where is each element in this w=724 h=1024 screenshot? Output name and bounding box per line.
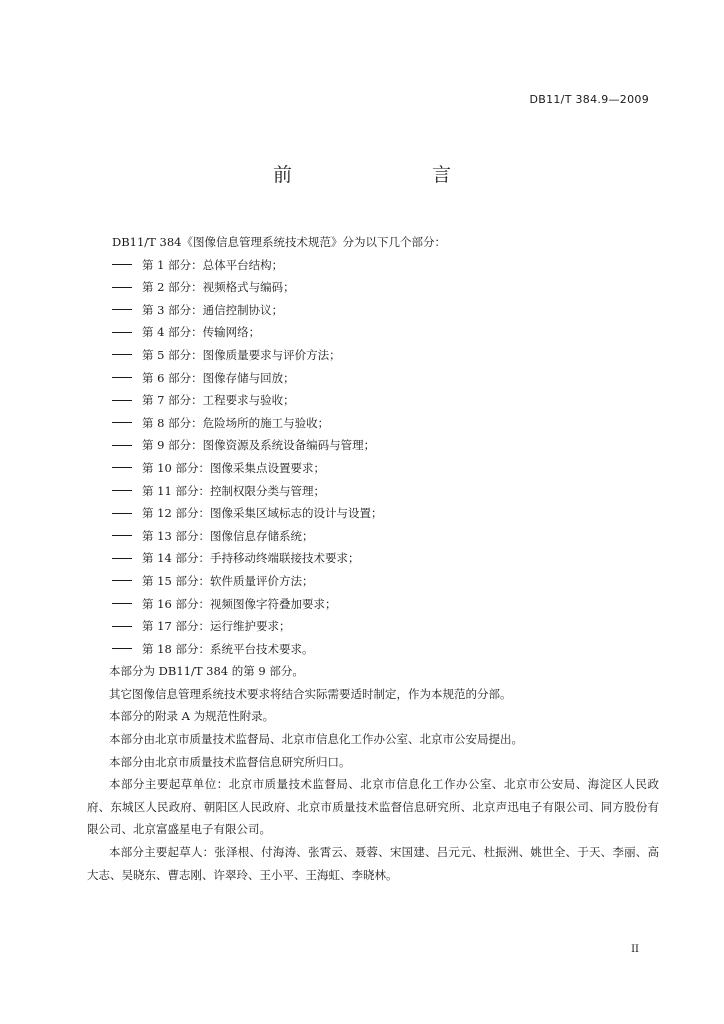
dash-marker bbox=[112, 287, 132, 288]
list-item bbox=[87, 502, 659, 525]
list-item bbox=[87, 570, 659, 593]
dash-marker bbox=[112, 467, 132, 468]
list-item bbox=[87, 367, 659, 390]
intro-line: DB11/T 384《图像信息管理系统技术规范》分为以下几个部分： bbox=[112, 235, 446, 249]
part-label: 第 7 部分：工程要求与验收； bbox=[142, 393, 295, 408]
part-label: 第 18 部分：系统平台技术要求。 bbox=[142, 641, 314, 656]
list-item bbox=[87, 480, 659, 503]
dash-marker bbox=[112, 626, 132, 627]
part-label: 第 15 部分：软件质量评价方法； bbox=[142, 573, 314, 588]
part-label: 第 9 部分：图像资源及系统设备编码与管理； bbox=[142, 438, 376, 453]
dash-marker bbox=[112, 400, 132, 401]
part-label: 第 4 部分：传输网络； bbox=[142, 325, 261, 340]
list-item bbox=[87, 638, 659, 661]
part-label: 第 3 部分：通信控制协议； bbox=[142, 302, 284, 317]
list-item bbox=[87, 457, 659, 480]
part-label: 第 8 部分：危险场所的施工与验收； bbox=[142, 415, 330, 430]
page-title: 前 言 bbox=[272, 164, 485, 186]
dash-marker bbox=[112, 535, 132, 536]
paragraph: 本部分由北京市质量技术监督局、北京市信息化工作办公室、北京市公安局提出。 bbox=[109, 732, 523, 747]
part-label: 第 2 部分：视频格式与编码； bbox=[142, 280, 295, 295]
part-label: 第 12 部分：图像采集区域标志的设计与设置； bbox=[142, 506, 383, 521]
paragraph: 本部分主要起草单位：北京市质量技术监督局、北京市信息化工作办公室、北京市公安局、海淀区人民政府、东城区人民政府、朝阳区人民政府、北京市质量技术监督信息研究所、北京声迅电子有限公司、同方股份有限公司、北京富盛星电子有限公司。 bbox=[87, 777, 659, 837]
list-item bbox=[87, 593, 659, 616]
part-label: 第 13 部分：图像信息存储系统； bbox=[142, 528, 314, 543]
list-item bbox=[87, 547, 659, 570]
dash-marker bbox=[112, 513, 132, 514]
dash-marker bbox=[112, 490, 132, 491]
dash-marker bbox=[112, 377, 132, 378]
dash-marker bbox=[112, 648, 132, 649]
list-item bbox=[87, 389, 659, 412]
paragraph: 本部分主要起草人：张泽根、付海涛、张霄云、聂蓉、宋国建、吕元元、杜振洲、姚世全、于天、李丽、高大志、吴晓东、曹志刚、许翠玲、王小平、王海虹、李晓林。 bbox=[87, 845, 659, 882]
paragraphs bbox=[87, 660, 659, 886]
list-item bbox=[87, 615, 659, 638]
parts-list bbox=[87, 254, 659, 661]
list-item bbox=[87, 321, 659, 344]
dash-marker bbox=[112, 264, 132, 265]
document-body bbox=[87, 231, 659, 886]
list-item bbox=[87, 254, 659, 277]
header-code: DB11/T 384.9—2009 bbox=[529, 93, 649, 106]
dash-marker bbox=[112, 580, 132, 581]
part-label: 第 5 部分：图像质量要求与评价方法； bbox=[142, 347, 341, 362]
paragraph: 本部分为 DB11/T 384 的第 9 部分。 bbox=[109, 664, 304, 679]
part-label: 第 10 部分：图像采集点设置要求； bbox=[142, 460, 325, 475]
dash-marker bbox=[112, 558, 132, 559]
list-item bbox=[87, 434, 659, 457]
part-label: 第 16 部分：视频图像字符叠加要求； bbox=[142, 596, 337, 611]
part-label: 第 17 部分：运行维护要求； bbox=[142, 619, 291, 634]
part-label: 第 11 部分：控制权限分类与管理； bbox=[142, 483, 325, 498]
list-item bbox=[87, 344, 659, 367]
dash-marker bbox=[112, 603, 132, 604]
paragraph: 其它图像信息管理系统技术要求将结合实际需要适时制定，作为本规范的分部。 bbox=[109, 686, 512, 701]
list-item bbox=[87, 299, 659, 322]
list-item bbox=[87, 276, 659, 299]
list-item bbox=[87, 525, 659, 548]
dash-marker bbox=[112, 445, 132, 446]
dash-marker bbox=[112, 332, 132, 333]
dash-marker bbox=[112, 354, 132, 355]
page-number: II bbox=[631, 944, 639, 955]
paragraph: 本部分的附录 A 为规范性附录。 bbox=[109, 709, 275, 724]
part-label: 第 1 部分：总体平台结构； bbox=[142, 257, 284, 272]
dash-marker bbox=[112, 309, 132, 310]
list-item bbox=[87, 412, 659, 435]
part-label: 第 6 部分：图像存储与回放； bbox=[142, 370, 295, 385]
paragraph: 本部分由北京市质量技术监督信息研究所归口。 bbox=[109, 754, 351, 769]
dash-marker bbox=[112, 422, 132, 423]
part-label: 第 14 部分：手持移动终端联接技术要求； bbox=[142, 551, 360, 566]
